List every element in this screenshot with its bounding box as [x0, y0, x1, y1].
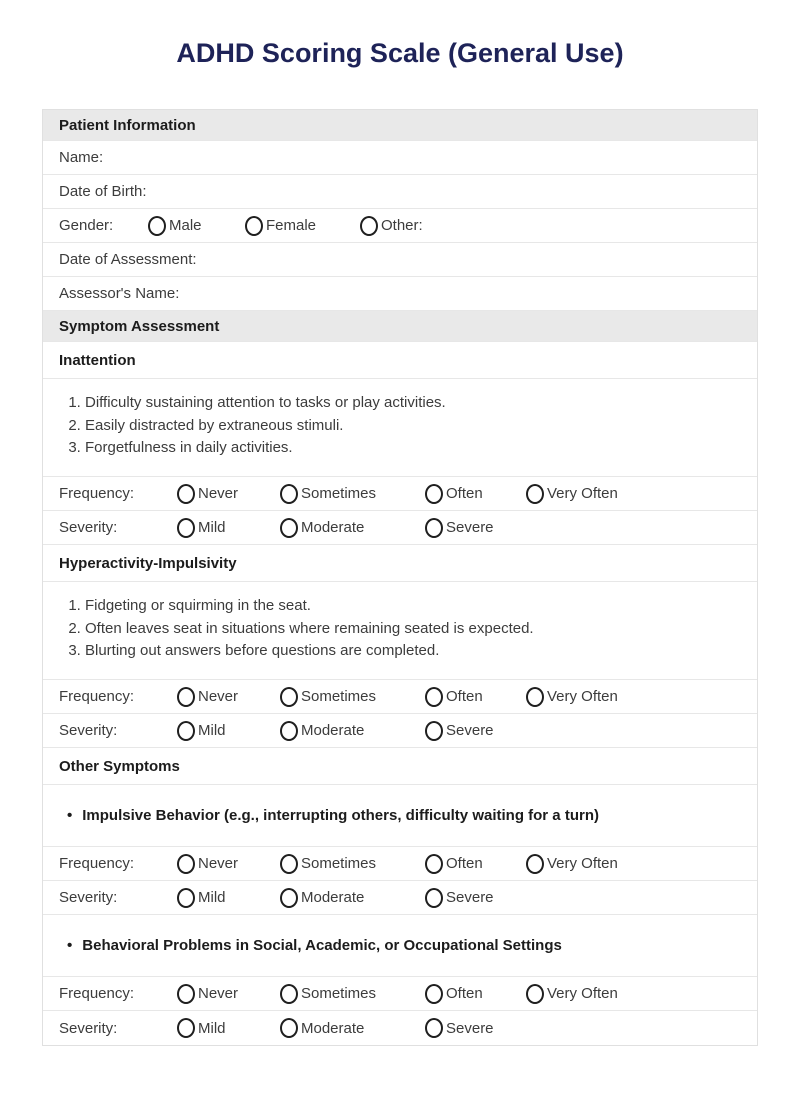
radio-option-label: Often	[446, 485, 483, 502]
radio-option-label: Moderate	[301, 889, 365, 906]
radio-option-severe[interactable]	[425, 1018, 526, 1038]
radio-row	[43, 209, 757, 243]
radio-option-often[interactable]	[425, 687, 526, 707]
radio-row-label: Severity:	[59, 889, 118, 906]
radio-icon[interactable]	[526, 484, 544, 504]
section-header-label: Patient Information	[59, 116, 196, 134]
symptom-item: 3. Blurting out answers before questions are completed.	[85, 640, 741, 663]
radio-option-label: Mild	[198, 889, 226, 906]
radio-row-label: Severity:	[59, 519, 118, 536]
radio-option-severe[interactable]	[425, 721, 526, 741]
symptom-list-row	[43, 379, 757, 477]
radio-row-label: Gender:	[59, 217, 114, 234]
symptom-list	[59, 595, 741, 663]
radio-icon[interactable]	[280, 888, 298, 908]
radio-option-mild[interactable]	[177, 518, 280, 538]
symptom-item: 2. Easily distracted by extraneous stimuli.	[85, 415, 741, 438]
radio-icon[interactable]	[177, 687, 195, 707]
radio-icon[interactable]	[425, 984, 443, 1004]
radio-option-female[interactable]	[245, 216, 360, 236]
radio-option-moderate[interactable]	[280, 888, 425, 908]
radio-option-label: Sometimes	[301, 985, 377, 1002]
radio-option-label: Sometimes	[301, 855, 377, 872]
radio-icon[interactable]	[425, 687, 443, 707]
field-input-area[interactable]	[103, 141, 741, 174]
radio-option-label: Mild	[198, 1019, 226, 1037]
radio-option-label: Female	[266, 217, 317, 234]
radio-row-label: Frequency:	[59, 485, 135, 502]
radio-row	[43, 714, 757, 748]
radio-option-moderate[interactable]	[280, 1018, 425, 1038]
radio-option-often[interactable]	[425, 854, 526, 874]
radio-icon[interactable]	[280, 687, 298, 707]
radio-option-label: Severe	[446, 889, 494, 906]
radio-icon[interactable]	[280, 854, 298, 874]
radio-icon[interactable]	[425, 484, 443, 504]
radio-option-never[interactable]	[177, 484, 280, 504]
field-input-area[interactable]	[147, 175, 741, 208]
radio-row	[43, 680, 757, 714]
sub-header-label: Hyperactivity-Impulsivity	[59, 554, 237, 572]
radio-row	[43, 1011, 757, 1045]
bullet-icon: •	[67, 937, 73, 954]
radio-option-label: Sometimes	[301, 688, 377, 705]
radio-option-sometimes[interactable]	[280, 854, 425, 874]
radio-option-very-often[interactable]	[526, 687, 618, 707]
radio-option-severe[interactable]	[425, 888, 526, 908]
sub-header-label: Inattention	[59, 351, 136, 369]
radio-option-other[interactable]	[360, 216, 423, 236]
radio-icon[interactable]	[526, 984, 544, 1004]
field-row	[43, 243, 757, 277]
radio-option-label: Severe	[446, 722, 494, 739]
radio-option-label: Male	[169, 217, 202, 234]
radio-option-moderate[interactable]	[280, 518, 425, 538]
field-input-area[interactable]	[179, 277, 741, 310]
radio-option-label: Other:	[381, 217, 423, 234]
radio-option-label: Often	[446, 985, 483, 1002]
radio-option-label: Severe	[446, 519, 494, 536]
symptom-item: 2. Often leaves seat in situations where remaining seated is expected.	[85, 618, 741, 641]
radio-option-mild[interactable]	[177, 721, 280, 741]
symptom-list	[59, 392, 741, 460]
radio-icon[interactable]	[425, 888, 443, 908]
field-row	[43, 277, 757, 311]
radio-icon[interactable]	[177, 984, 195, 1004]
radio-icon[interactable]	[177, 518, 195, 538]
bullet-icon: •	[67, 807, 73, 824]
sub-header-row	[43, 748, 757, 785]
radio-option-sometimes[interactable]	[280, 984, 425, 1004]
radio-icon[interactable]	[280, 721, 298, 741]
radio-row-label: Severity:	[59, 722, 118, 739]
radio-icon[interactable]	[280, 518, 298, 538]
radio-option-label: Never	[198, 688, 239, 705]
radio-row	[43, 881, 757, 915]
field-label: Date of Assessment:	[59, 251, 197, 268]
sub-header-row	[43, 342, 757, 379]
radio-icon[interactable]	[280, 484, 298, 504]
radio-row-label: Severity:	[59, 1019, 118, 1037]
radio-option-label: Severe	[446, 1019, 494, 1037]
radio-option-mild[interactable]	[177, 888, 280, 908]
radio-option-label: Moderate	[301, 1019, 365, 1037]
section-header-row	[43, 110, 757, 141]
radio-option-very-often[interactable]	[526, 854, 618, 874]
radio-icon[interactable]	[177, 1018, 195, 1038]
radio-icon[interactable]	[360, 216, 378, 236]
section-header-row	[43, 311, 757, 342]
section-header-label: Symptom Assessment	[59, 317, 220, 335]
field-row	[43, 141, 757, 175]
radio-row-label: Frequency:	[59, 688, 135, 705]
radio-option-label: Never	[198, 485, 239, 502]
radio-option-mild[interactable]	[177, 1018, 280, 1038]
radio-option-very-often[interactable]	[526, 484, 618, 504]
radio-option-label: Moderate	[301, 519, 365, 536]
radio-option-often[interactable]	[425, 984, 526, 1004]
bullet-item-row	[43, 785, 757, 847]
radio-option-label: Never	[198, 985, 239, 1002]
radio-icon[interactable]	[177, 484, 195, 504]
radio-option-sometimes[interactable]	[280, 484, 425, 504]
radio-icon[interactable]	[526, 854, 544, 874]
field-input-area[interactable]	[197, 243, 741, 276]
radio-option-label: Mild	[198, 519, 226, 536]
radio-option-never[interactable]	[177, 984, 280, 1004]
bullet-item-row	[43, 915, 757, 977]
radio-option-label: Never	[198, 855, 239, 872]
radio-option-label: Moderate	[301, 722, 365, 739]
radio-option-label: Very Often	[547, 985, 618, 1002]
radio-row	[43, 977, 757, 1011]
radio-option-label: Very Often	[547, 485, 618, 502]
radio-option-severe[interactable]	[425, 518, 526, 538]
radio-option-label: Very Often	[547, 688, 618, 705]
symptom-list-row	[43, 582, 757, 680]
field-label: Assessor's Name:	[59, 285, 180, 302]
radio-icon[interactable]	[177, 888, 195, 908]
radio-icon[interactable]	[425, 854, 443, 874]
sub-header-row	[43, 545, 757, 582]
symptom-item: 1. Fidgeting or squirming in the seat.	[85, 595, 741, 618]
radio-icon[interactable]	[526, 687, 544, 707]
radio-option-label: Mild	[198, 722, 226, 739]
radio-option-never[interactable]	[177, 854, 280, 874]
radio-option-moderate[interactable]	[280, 721, 425, 741]
field-row	[43, 175, 757, 209]
symptom-item: 3. Forgetfulness in daily activities.	[85, 437, 741, 460]
field-label: Name:	[59, 149, 104, 166]
radio-icon[interactable]	[280, 984, 298, 1004]
radio-option-label: Sometimes	[301, 485, 377, 502]
radio-option-never[interactable]	[177, 687, 280, 707]
symptom-item: 1. Difficulty sustaining attention to tasks or play activities.	[85, 392, 741, 415]
radio-option-label: Often	[446, 688, 483, 705]
radio-row	[43, 847, 757, 881]
radio-icon[interactable]	[425, 518, 443, 538]
radio-option-sometimes[interactable]	[280, 687, 425, 707]
radio-option-very-often[interactable]	[526, 984, 618, 1004]
radio-icon[interactable]	[177, 721, 195, 741]
bullet-item-label: Behavioral Problems in Social, Academic, or Occupational Settings	[82, 937, 562, 954]
bullet-item-label: Impulsive Behavior (e.g., interrupting others, difficulty waiting for a turn)	[82, 807, 599, 824]
radio-icon[interactable]	[177, 854, 195, 874]
radio-option-label: Often	[446, 855, 483, 872]
form-table	[42, 109, 758, 1046]
field-label: Date of Birth:	[59, 183, 147, 200]
sub-header-label: Other Symptoms	[59, 757, 180, 775]
radio-option-label: Very Often	[547, 855, 618, 872]
radio-icon[interactable]	[245, 216, 263, 236]
radio-icon[interactable]	[425, 1018, 443, 1038]
radio-icon[interactable]	[425, 721, 443, 741]
radio-icon[interactable]	[148, 216, 166, 236]
radio-row	[43, 477, 757, 511]
page-title: ADHD Scoring Scale (General Use)	[176, 38, 624, 68]
radio-icon[interactable]	[280, 1018, 298, 1038]
radio-row	[43, 511, 757, 545]
radio-option-often[interactable]	[425, 484, 526, 504]
radio-option-male[interactable]	[148, 216, 245, 236]
radio-row-label: Frequency:	[59, 855, 135, 872]
radio-row-label: Frequency:	[59, 985, 135, 1002]
